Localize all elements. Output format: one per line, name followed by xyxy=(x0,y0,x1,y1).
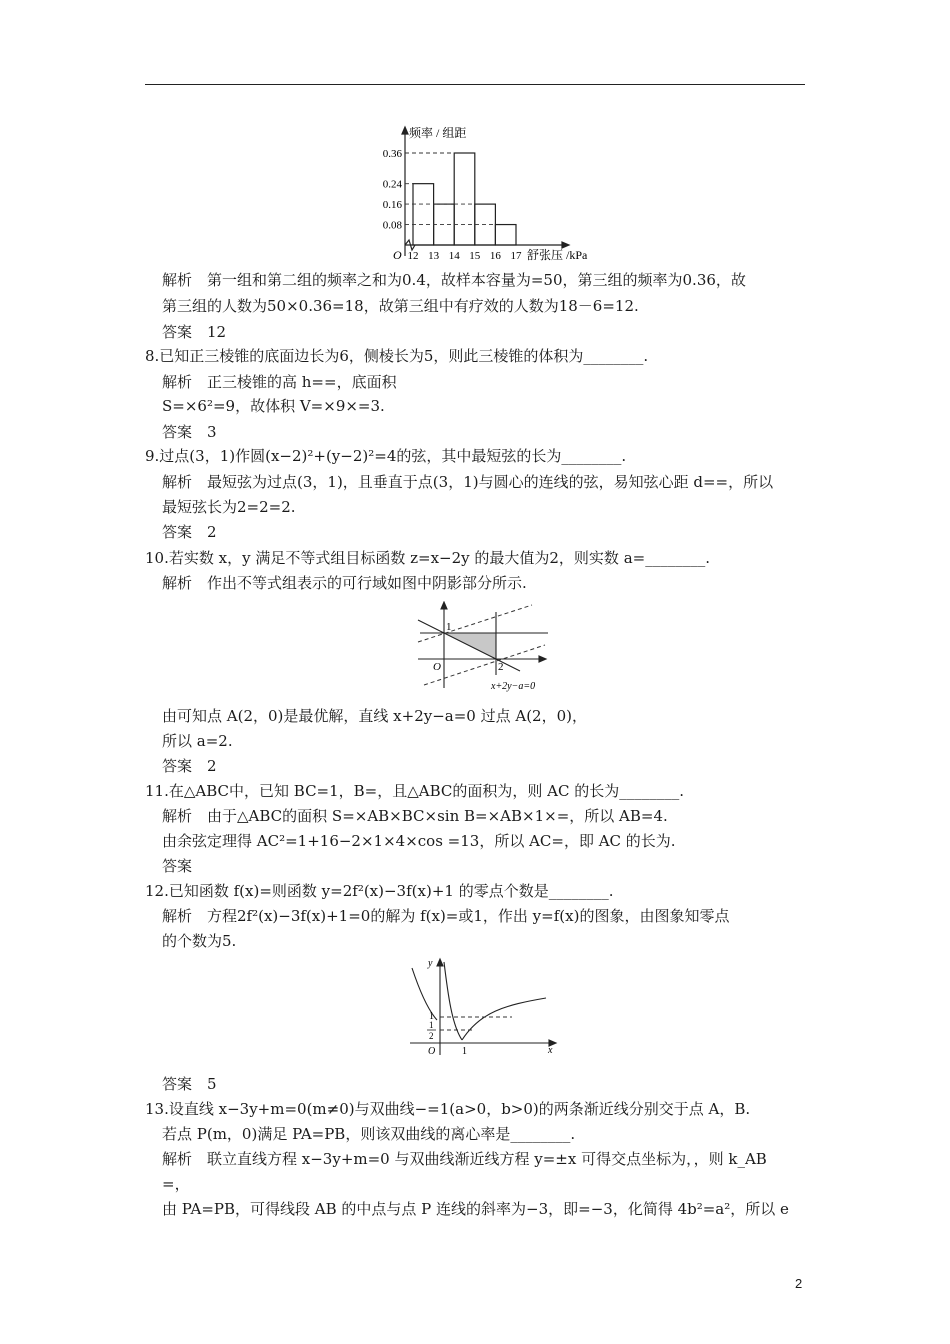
function-graph-figure xyxy=(404,954,564,1059)
histogram-bar xyxy=(413,184,434,245)
x-tick-label: 14 xyxy=(448,250,460,262)
y-tick-label: 0.24 xyxy=(382,178,402,191)
q11-analysis-1: 解析 由于△ABC的面积 S=×AB×BC×sin B=×AB×1×=，所以 AB=4. xyxy=(162,807,668,825)
feasible-region-figure xyxy=(412,601,560,696)
label-o: O xyxy=(428,1046,436,1057)
page-number: 2 xyxy=(795,1276,803,1291)
q8-analysis-2: S=×6²=9，故体积 V=×9×=3. xyxy=(162,397,385,415)
q11-answer: 答案 xyxy=(162,857,193,875)
x-tick-label: 12 xyxy=(407,250,419,262)
label-1: 1 xyxy=(446,621,452,633)
y-axis-arrow xyxy=(402,127,408,134)
q13-question-1: 13.设直线 x−3y+m=0(m≠0)与双曲线−=1(a>0，b>0)的两条渐近线分别交于点 A，B. xyxy=(145,1100,751,1118)
q9-question: 9.过点(3，1)作圆(x−2)²+(y−2)²=4的弦，其中最短弦的长为________. xyxy=(145,447,627,465)
label-2: 2 xyxy=(498,661,504,673)
q10-analysis-3: 所以 a=2. xyxy=(162,732,233,750)
middle-branch-curve xyxy=(444,962,462,1040)
q10-answer: 答案 2 xyxy=(162,757,217,775)
y-tick-label: 0.16 xyxy=(382,199,402,212)
label-one-y: 1 xyxy=(429,1011,434,1022)
q10-question: 10.若实数 x，y 满足不等式组目标函数 z=x−2y 的最大值为2，则实数 a=________. xyxy=(145,549,710,567)
label-one-x: 1 xyxy=(462,1046,467,1057)
label-x: x xyxy=(548,1045,553,1056)
q10-analysis-1: 解析 作出不等式组表示的可行域如图中阴影部分所示. xyxy=(162,574,527,592)
q9-analysis-2: 最短弦长为2=2=2. xyxy=(162,498,296,516)
x-tick-label: 15 xyxy=(469,250,481,262)
q8-question: 8.已知正三棱锥的底面边长为6，侧棱长为5，则此三棱锥的体积为________. xyxy=(145,347,649,365)
x-tick-label: 13 xyxy=(428,250,440,262)
header-rule xyxy=(145,84,805,85)
label-half-den: 2 xyxy=(429,1031,434,1041)
x-tick-label: 16 xyxy=(489,250,501,262)
q11-analysis-2: 由余弦定理得 AC²=1+16−2×1×4×cos =13，所以 AC=，即 AC 的长为. xyxy=(162,832,676,850)
q7-answer: 答案 12 xyxy=(162,323,227,341)
label-half-num: 1 xyxy=(429,1020,434,1030)
q11-question: 11.在△ABC中，已知 BC=1，B=，且△ABC的面积为，则 AC 的长为________. xyxy=(145,782,685,800)
q13-analysis-3: 由 PA=PB，可得线段 AB 的中点与点 P 连线的斜率为−3，即=−3，化简得 4b²=a²，所以 e xyxy=(162,1200,789,1218)
label-y: y xyxy=(428,958,433,969)
q12-analysis-1: 解析 方程2f²(x)−3f(x)+1=0的解为 f(x)=或1，作出 y=f(x)的图象，由图象知零点 xyxy=(162,907,730,925)
histogram-bar xyxy=(454,153,475,245)
q7-analysis-2: 第三组的人数为50×0.36=18，故第三组中有疗效的人数为18－6=12. xyxy=(162,297,639,315)
q12-answer: 答案 5 xyxy=(162,1075,217,1093)
x-tick-label: 17 xyxy=(510,250,522,262)
q10-analysis-2: 由可知点 A(2，0)是最优解，直线 x+2y−a=0 过点 A(2，0)， xyxy=(162,707,587,725)
label-o: O xyxy=(433,661,441,673)
q12-analysis-2: 的个数为5. xyxy=(162,932,237,950)
line-label: x+2y−a=0 xyxy=(491,681,536,692)
q8-analysis-1: 解析 正三棱锥的高 h==，底面积 xyxy=(162,373,397,391)
right-branch-curve xyxy=(462,998,546,1040)
q9-answer: 答案 2 xyxy=(162,523,217,541)
q13-analysis-1: 解析 联立直线方程 x−3y+m=0 与双曲线渐近线方程 y=±x 可得交点坐标为，，则 k_AB xyxy=(162,1150,767,1168)
origin-label: O xyxy=(393,248,402,262)
histogram-figure xyxy=(370,122,610,264)
q7-analysis-1: 解析 第一组和第二组的频率之和为0.4，故样本容量为=50，第三组的频率为0.36，故 xyxy=(162,271,746,289)
q9-analysis-1: 解析 最短弦为过点(3，1)，且垂直于点(3，1)与圆心的连线的弦，易知弦心距 d==，所以 xyxy=(162,473,774,491)
q13-analysis-2: =， xyxy=(162,1175,190,1193)
y-tick-label: 0.36 xyxy=(382,148,402,160)
x-axis-title: 舒张压 /kPa xyxy=(527,248,588,262)
q13-question-2: 若点 P(m，0)满足 PA=PB，则该双曲线的离心率是________. xyxy=(162,1125,576,1143)
y-tick-label: 0.08 xyxy=(382,219,402,232)
y-axis-title: 频率 / 组距 xyxy=(409,126,467,140)
y-axis-arrow xyxy=(437,959,443,966)
q8-answer: 答案 3 xyxy=(162,423,217,441)
y-axis-arrow xyxy=(441,602,447,609)
x-axis-arrow xyxy=(539,656,546,662)
histogram-bar xyxy=(495,225,516,245)
q12-question: 12.已知函数 f(x)=则函数 y=2f²(x)−3f(x)+1 的零点个数是________. xyxy=(145,882,614,900)
